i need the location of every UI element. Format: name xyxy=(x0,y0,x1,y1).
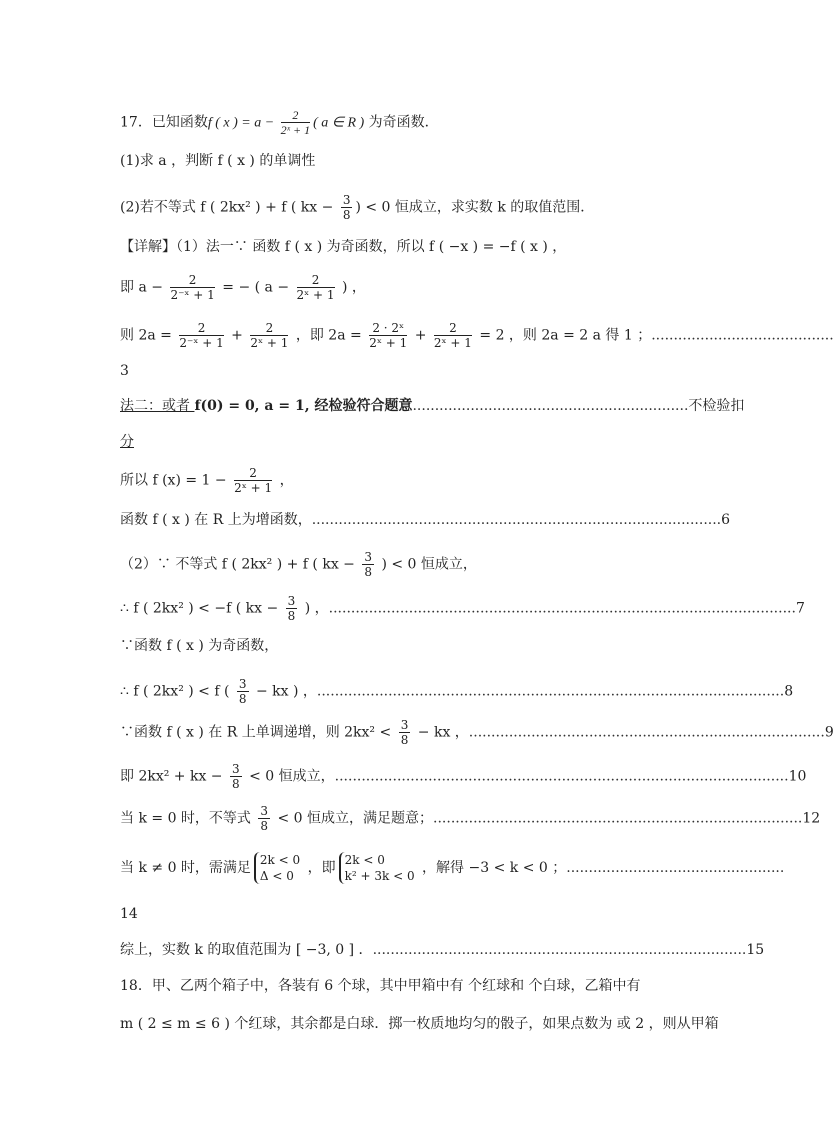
solution-line-6: 分 xyxy=(120,434,134,450)
solution-line-13: ∵函数 f ( x ) 在 R 上单调递增，则 2kx² < $\frac{3}{8}$ − kx ，................................................................................9 xyxy=(120,718,834,747)
solution-line-9: （2）∵ 不等式 f ( 2kx² ) + f ( kx − $\frac{3}{8}$ ) < 0 恒成立， xyxy=(120,550,477,579)
solution-line-17: 14 xyxy=(120,906,138,922)
q17-part1: (1)求 a ，判断 f ( x ) 的单调性 xyxy=(120,153,316,169)
solution-line-15: 当 k = 0 时，不等式 $\frac{3}{8}$ < 0 恒成立，满足题意；...................................................................................12 xyxy=(120,804,821,833)
solution-line-2: 即 a − $\frac{2}{\text{2⁻ˣ + 1}}$ = − ( a − $\frac{2}{\text{2ˣ + 1}}$ ) ， xyxy=(120,273,366,302)
solution-line-10: ∴ f ( 2kx² ) < −f ( kx − $\frac{3}{8}$ ) ，.........................................................................................................7 xyxy=(120,594,805,623)
solution-line-5: 法二：或者 f(0) = 0, a = 1, 经检验符合题意..............................................................不检验扣 xyxy=(120,398,745,414)
solution-line-16: 当 k ≠ 0 时，需满足 2k < 0 Δ < 0 ，即 2k < 0 k² + 3k < 0 ，解得 −3 < k < 0 ；................................................. xyxy=(120,853,785,883)
solution-line-18: 综上，实数 k 的取值范围为 [ −3, 0 ] ．....................................................................................15 xyxy=(120,942,765,958)
solution-line-3: 则 2a = $\frac{2}{\text{2⁻ˣ + 1}}$ + $\frac{2}{\text{2ˣ + 1}}$ ，即 2a = $\frac{\text{2 · 2ˣ}}{\text{2ˣ + 1}}$ + $\frac{2}{\text{2ˣ + 1}}$ = 2 ，则 2a = 2 a 得 1 ；......................................... xyxy=(120,321,834,350)
q18-line-1: 18．甲、乙两个箱子中，各装有 6 个球，其中甲箱中有 个红球和 个白球，乙箱中有 xyxy=(120,978,641,994)
solution-line-8: 函数 f ( x ) 在 R 上为增函数，............................................................................................6 xyxy=(120,512,731,528)
solution-line-7: 所以 f (x) = 1 − $\frac{2}{\text{2ˣ + 1}}$ ， xyxy=(120,466,294,495)
solution-line-1: 【详解】（1）法一∵ 函数 f ( x ) 为奇函数，所以 f ( −x ) = −f ( x ) ， xyxy=(120,239,567,255)
q17-part2: (2)若不等式 f ( 2kx² ) + f ( kx − $\frac{3}{8}$ ) < 0 恒成立，求实数 k 的取值范围． xyxy=(120,193,595,222)
q17-stem: 17．已知函数f ( x ) = a − $\frac{2}{\text{2ˣ + 1}}$ ( a ∈ R ) 为奇函数． xyxy=(120,108,439,137)
q18-line-2: m ( 2 ≤ m ≤ 6 ) 个红球，其余都是白球．掷一枚质地均匀的骰子，如果点数为 或 2 ，则从甲箱 xyxy=(120,1016,719,1032)
solution-line-11: ∵函数 f ( x ) 为奇函数， xyxy=(120,638,279,654)
solution-line-14: 即 2kx² + kx − $\frac{3}{8}$ < 0 恒成立，......................................................................................................10 xyxy=(120,762,807,791)
solution-line-12: ∴ f ( 2kx² ) < f ( $\frac{3}{8}$ − kx ) ，.........................................................................................................8 xyxy=(120,677,794,706)
solution-line-4: 3 xyxy=(120,363,129,379)
